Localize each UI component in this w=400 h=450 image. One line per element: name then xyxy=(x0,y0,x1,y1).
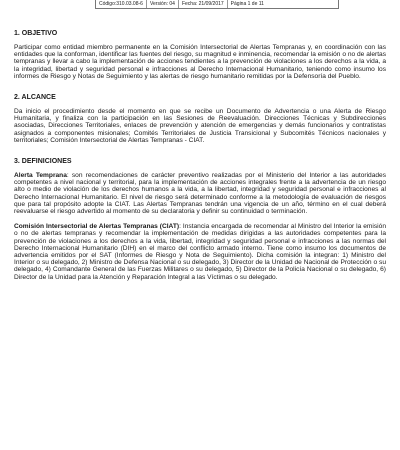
section-title-definiciones: 3. DEFINICIONES xyxy=(14,158,72,166)
definition-term: Alerta Temprana xyxy=(14,172,67,180)
section-title-objetivo: 1. OBJETIVO xyxy=(14,30,58,37)
definition-alerta-temprana xyxy=(14,172,386,215)
section-definiciones xyxy=(14,158,386,281)
definition-ciat xyxy=(14,223,386,281)
alcance-paragraph: Da inicio el procedimiento desde el momento en que se recibe un Documento de Advertencia o una Alerta de Riesgo Humanitaria, y finaliza con la participación en las Sesiones de Reevaluación. Direcciones Técnicas y Subdirecciones asociadas, Direcciones Territoriales, enlaces de prevención y atención de emergencias y demás funcionarios y contratistas asignados a componentes misionales; Comités Territoriales de Justicia Transicional y Subcomités Técnicos nacionales y territoriales; Comisión Intersectorial de Alertas Tempranas - CIAT. xyxy=(14,108,386,144)
header-codigo: Código:310.03.08-6 xyxy=(96,0,147,8)
header-version: Versión: 04 xyxy=(147,0,179,8)
document-body xyxy=(14,30,386,295)
definition-text: : son recomendaciones de carácter preventivo realizadas por el Ministerio del Interior a las autoridades competentes a nivel nacional y territorial, para la implementación de acciones integrales frente a la advertencia de un riesgo alto o medio de violación de los derechos humanos a la vida, a la libertad, integridad y seguridad personal e infracciones al Derecho Internacional Humanitario. El nivel de riesgo será determinado conforme a la metodología de evaluación de riesgos que para tal propósito adopte la CIAT. Las Alertas Tempranas tendrán una vigencia de un año, término en el cual deberá reevaluarse el riesgo advertido al momento de su declaratoria y definir su continuidad o terminación. xyxy=(14,172,386,216)
objetivo-paragraph: Participar como entidad miembro permanente en la Comisión Intersectorial de Alertas Tempranas y, en coordinación con las entidades que la conforman, identificar las fuentes del riesgo, su magnitud e inminencia, recomendar la emisión o no de alertas tempranas y llevar a cabo la implementación de acciones tendientes a la prevención de violaciones a los derechos a la vida, a la integridad, libertad y seguridad personal e infracciones al Derecho Internacional Humanitario, teniendo como insumo los informes de Riesgo y Notas de Seguimiento y las alertas de riesgo humanitario remitidas por la Defensoría del Pueblo. xyxy=(14,44,386,80)
section-title-alcance: 2. ALCANCE xyxy=(14,94,56,102)
header-fecha: Fecha: 21/09/2017 xyxy=(179,0,228,8)
document-header xyxy=(95,0,339,9)
header-pagina: Página 1 de 11 xyxy=(230,1,264,7)
definition-text: : Instancia encargada de recomendar al Ministro del Interior la emisión o no de alertas tempranas y recomendar la implementación de medidas dirigidas a las autoridades competentes para la prevención de violaciones a los derechos a la vida, libertad, integridad y seguridad personal e infracciones a las normas del Derecho Internacional Humanitario (DIH) en el marco del conflicto armado interno. Tiene como insumo los documentos de advertencia emitidos por el SAT (Informes de Riesgo y Nota de Seguimiento). Dicha comisión la integran: 1) Ministro del Interior o su delegado, 2) Ministro de Defensa Nacional o su delegado, 3) Director de la Unidad de Nacional de Protección o su delegado, 4) Comandante General de las Fuerzas Militares o su delegado, 5) Director de la Policía Nacional o su delegado, 6) Director de la Unidad para la Atención y Reparación Integral a las Víctimas o su delegado. xyxy=(14,223,386,281)
section-alcance xyxy=(14,94,386,144)
section-objetivo xyxy=(14,30,386,80)
definition-term: Comisión Intersectorial de Alertas Tempranas (CIAT) xyxy=(14,223,180,231)
